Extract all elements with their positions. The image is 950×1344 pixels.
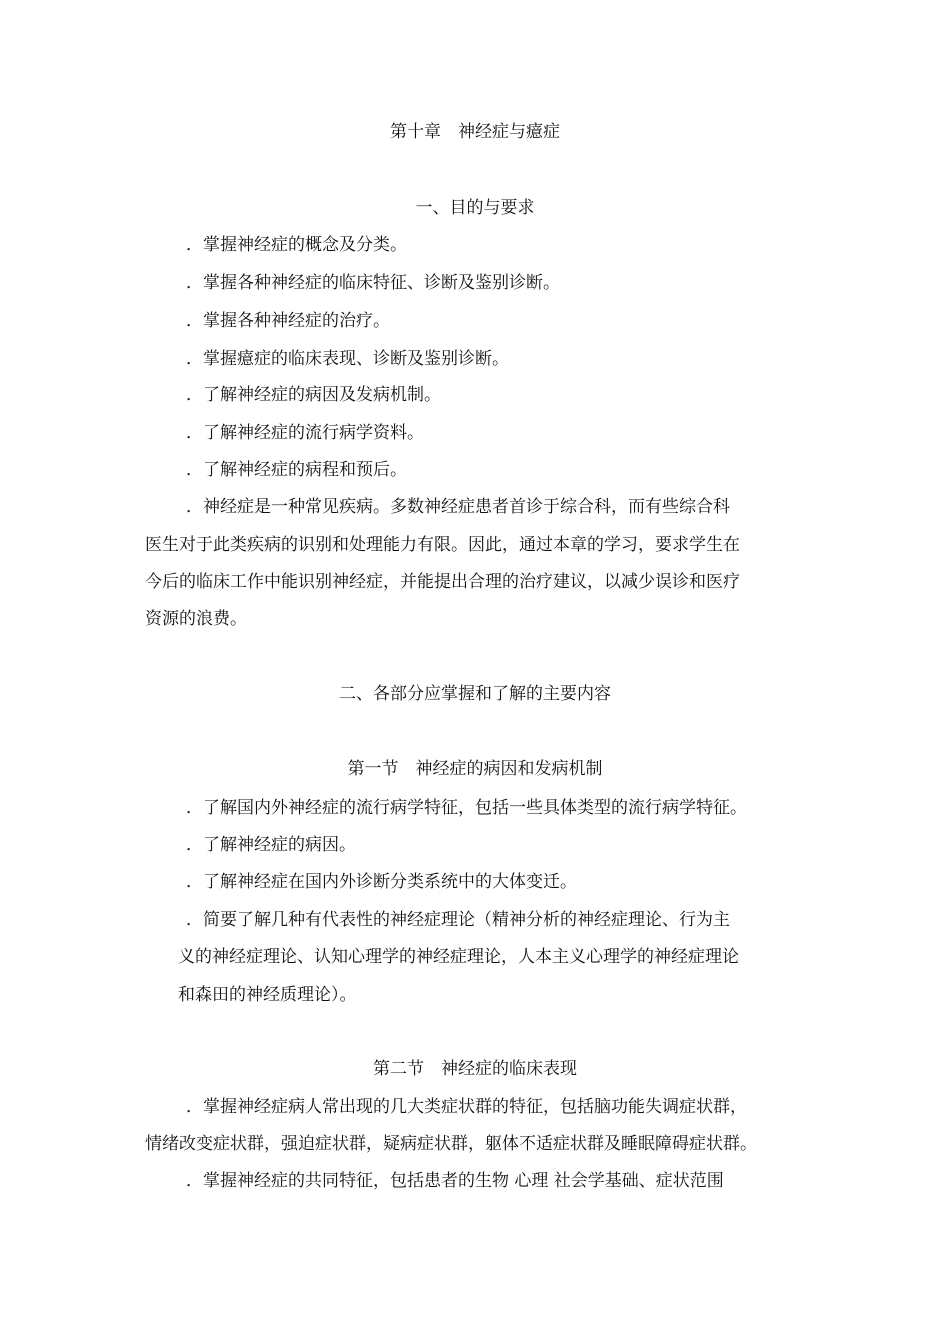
paragraph-line: 和森田的神经质理论）。 <box>178 985 357 1005</box>
part1-item: ．了解国内外神经症的流行病学特征，包括一些具体类型的流行病学特征。 <box>186 798 747 818</box>
section-heading-content: 二、各部分应掌握和了解的主要内容 <box>339 684 611 704</box>
part2-title: 第二节 神经症的临床表现 <box>373 1059 577 1079</box>
paragraph-line: 医生对于此类疾病的识别和处理能力有限。因此，通过本章的学习，要求学生在 <box>145 535 740 555</box>
goal-item: ．了解神经症的病因及发病机制。 <box>186 385 441 405</box>
goal-item: ．掌握各种神经症的治疗。 <box>186 311 390 331</box>
goal-item: ．了解神经症的流行病学资料。 <box>186 423 424 443</box>
goal-item: ．掌握神经症的概念及分类。 <box>186 235 407 255</box>
goal-item: ．掌握癔症的临床表现、诊断及鉴别诊断。 <box>186 349 509 369</box>
part1-item: ．了解神经症的病因。 <box>186 835 356 855</box>
paragraph-line: ．神经症是一种常见疾病。多数神经症患者首诊于综合科，而有些综合科 <box>186 497 730 517</box>
paragraph-line: ．掌握神经症病人常出现的几大类症状群的特征，包括脑功能失调症状群， <box>186 1097 747 1117</box>
section-heading-goals: 一、目的与要求 <box>415 198 535 218</box>
goal-item: ．掌握各种神经症的临床特征、诊断及鉴别诊断。 <box>186 273 560 293</box>
part1-item: ．了解神经症在国内外诊断分类系统中的大体变迁。 <box>186 872 577 892</box>
chapter-title: 第十章 神经症与癔症 <box>390 122 560 142</box>
paragraph-line: 今后的临床工作中能识别神经症，并能提出合理的治疗建议，以减少误诊和医疗 <box>145 572 740 592</box>
part1-title: 第一节 神经症的病因和发病机制 <box>347 759 603 779</box>
paragraph-line: 资源的浪费。 <box>145 609 247 629</box>
paragraph-line: 义的神经症理论、认知心理学的神经症理论，人本主义心理学的神经症理论 <box>178 947 739 967</box>
goal-item: ．了解神经症的病程和预后。 <box>186 460 407 480</box>
paragraph-line: ．简要了解几种有代表性的神经症理论（精神分析的神经症理论、行为主 <box>186 910 730 930</box>
paragraph-line: 情绪改变症状群，强迫症状群，疑病症状群，躯体不适症状群及睡眠障碍症状群。 <box>145 1134 757 1154</box>
paragraph-line: ．掌握神经症的共同特征，包括患者的生物 心理 社会学基础、症状范围 <box>186 1171 724 1191</box>
